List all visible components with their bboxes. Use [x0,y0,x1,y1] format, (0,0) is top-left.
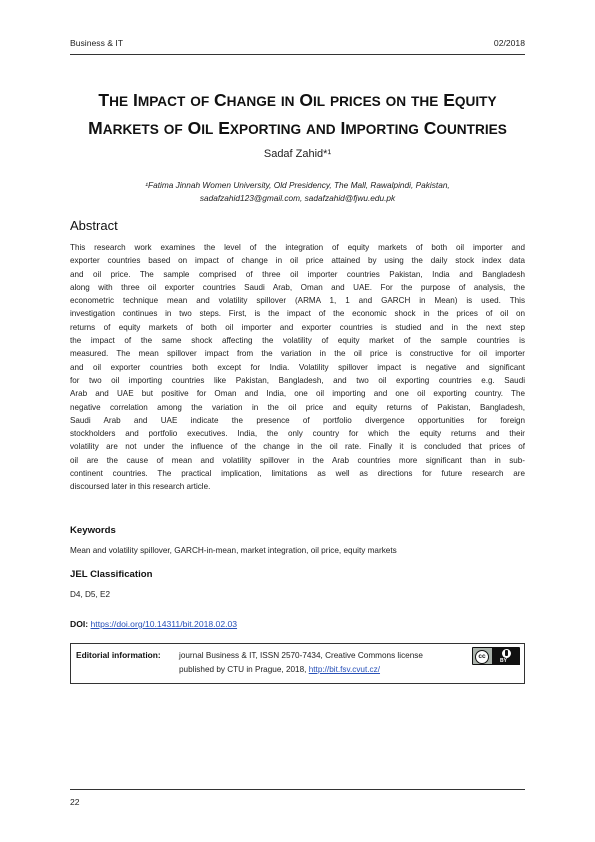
abstract-line: for two oil importing countries like Pakistan, Bangladesh, and two oil exporting countries e.g. Saudi [70,375,525,385]
running-header [70,38,525,52]
header-rule [70,54,525,55]
abstract-text [70,241,525,494]
editorial-info-box [70,643,525,684]
abstract-line: econometric technique mean and volatility spillover (ARMA 1, 1 and GARCH in Mean) is used. This [70,296,525,306]
journal-website-link[interactable]: http://bit.fsv.cvut.cz/ [308,664,381,674]
editorial-line-2 [179,663,423,677]
abstract-line: Arab and UAE but positive for Oman and India, one oil importing and one oil exporting country. The [70,389,525,399]
abstract-line: continent countries. The practical implication, limitations as well as directions for future research are [70,469,525,479]
by-label: BY [500,658,507,664]
abstract-line: and oil exporter countries both except for India. Volatility spillover impact is negative and significant [70,362,525,372]
abstract-line: exporter countries based on impact of change in oil price attained by using the daily stock index data [70,256,525,266]
abstract-line: oil are the cause of mean and volatility spillover in the Arab countries more significant than in sub- [70,455,525,465]
editorial-text [179,649,423,676]
cc-logo-icon: cc [475,650,489,664]
page-number: 22 [70,797,80,807]
title-line-1: THE IMPACT OF CHANGE IN OIL PRICES ON THE EQUITY [98,90,497,110]
jel-codes: D4, D5, E2 [70,590,111,599]
issue-number: 02/2018 [493,38,525,48]
footer-rule [70,789,525,790]
abstract-line: and oil price. The sample comprised of three oil importer countries Pakistan, India and Bangladesh [70,269,525,279]
title-line-2: MARKETS OF OIL EXPORTING AND IMPORTING COUNTRIES [88,118,507,138]
person-icon [502,649,511,658]
abstract-line: volatility are not under the influence of the change in the oil rate. Finally it is concluded that prices of [70,442,525,452]
doi-line [70,619,237,629]
jel-heading: JEL Classification [70,569,153,580]
abstract-line: discoursed later in this research article. [70,482,211,492]
doi-link[interactable]: https://doi.org/10.14311/bit.2018.02.03 [90,619,238,629]
keywords-heading: Keywords [70,525,116,536]
affiliation-line-2: sadafzahid123@gmail.com, sadafzahid@fjwu.edu.pk [199,193,396,203]
author-name: Sadaf Zahid*¹ [263,148,332,160]
abstract-line: negative correlation among the variation in the oil price and equity returns of Pakistan, Bangladesh, [70,402,525,412]
abstract-line: investigation continues in two steps. First, is the impact of the economic shock in the prices of oil on [70,309,525,319]
author-affiliation [70,179,525,205]
editorial-line-1: journal Business & IT, ISSN 2570-7434, Creative Commons license [179,651,423,660]
abstract-line: the impact of the same shock affecting the volatility of equity market of the sample countries is [70,336,525,346]
abstract-heading: Abstract [70,218,118,233]
editorial-line-2-prefix: published by CTU in Prague, 2018, [179,664,309,674]
abstract-line: along with three oil exporter countries Saudi Arab, Oman and UAE. For the purpose of analysis, the [70,282,525,292]
journal-name: Business & IT [70,38,124,48]
abstract-line: This research work examines the level of the integration of equity markets of both oil importer and [70,243,525,252]
affiliation-line-1: ¹Fatima Jinnah Women University, Old Presidency, The Mall, Rawalpindi, Pakistan, [145,180,450,190]
abstract-line: Saudi Arab and UAE indicate the presence of portfolio divergence opportunities for foreign [70,415,525,425]
abstract-line: measured. The mean spillover impact from the variation in the oil price is constructive for oil importer [70,349,525,359]
creative-commons-by-icon[interactable] [472,647,520,665]
article-title [60,87,535,143]
abstract-line: returns of equity markets of both oil importer and exporter countries is studied and in the next step [70,322,525,332]
abstract-line: stockholders and portfolio executives. India, the only country for which the equity returns and their [70,429,525,439]
editorial-label: Editorial information: [76,650,161,660]
doi-label: DOI: [70,619,89,629]
keywords-text: Mean and volatility spillover, GARCH-in-mean, market integration, oil price, equity markets [70,546,397,555]
